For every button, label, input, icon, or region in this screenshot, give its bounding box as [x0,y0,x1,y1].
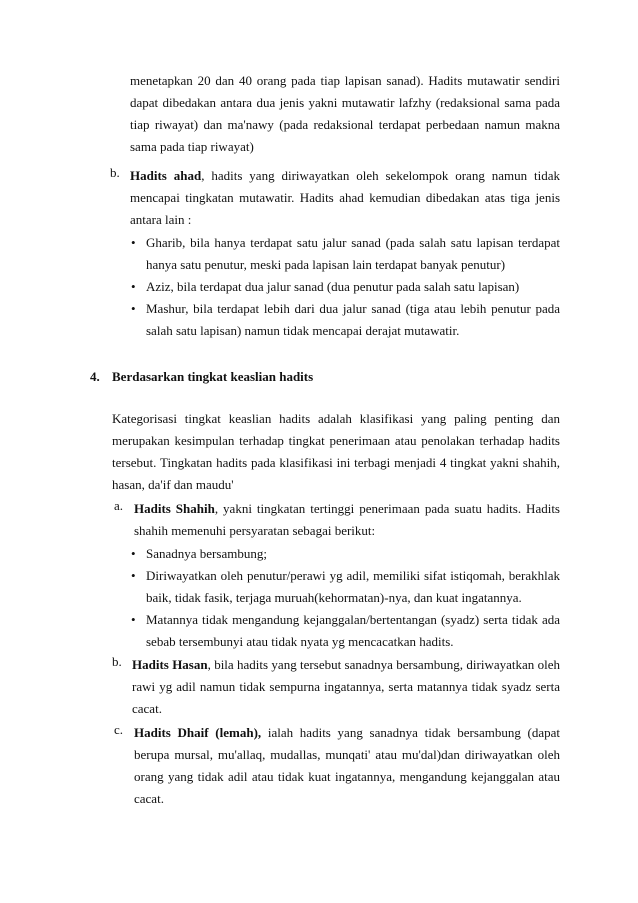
item-body [130,165,560,231]
item-body [134,498,560,542]
section-title: Berdasarkan tingkat keaslian hadits [112,369,314,384]
item-label: b. [110,165,120,180]
item-term: Hadits ahad [130,168,202,183]
item-hadits-ahad [110,165,560,231]
bullet-icon: • [131,279,136,294]
continuation-text: menetapkan 20 dan 40 orang pada tiap lapisan sanad). Hadits mutawatir sendiri dapat dibedakan antara dua jenis yakni mutawatir lafzhy (redaksional sama pada tiap riwayat) dan ma'nawy (pada redaksional terdapat perbedaan namun makna sama pada tiap riwayat) [130,73,560,154]
intro-text: Kategorisasi tingkat keaslian hadits adalah klasifikasi yang paling penting dan merupakan kesimpulan terhadap tingkat penerimaan atau penolakan terhadap hadits tersebut. Tingkatan hadits pada klasifikasi ini terbagi menjadi 4 tingkat yakni shahih, hasan, da'if dan maudu' [112,411,560,492]
ahad-bullet-list [130,232,560,342]
list-item-text: Matannya tidak mengandung kejanggalan/bertentangan (syadz) serta tidak ada sebab tersembunyi atau tidak nyata yg mencacatkan hadits. [146,612,560,649]
list-item [130,565,560,609]
section-heading [90,366,313,388]
item-hadits-hasan [112,654,560,720]
list-item-text: Sanadnya bersambung; [146,546,267,561]
item-term: Hadits Dhaif (lemah), [134,725,262,740]
list-item [130,298,560,342]
item-text: , hadits yang diriwayatkan oleh sekelompok orang namun tidak mencapai tingkatan mutawatir. Hadits ahad kemudian dibedakan atas tiga jenis antara lain : [130,168,560,227]
item-text: ialah hadits yang sanadnya tidak bersambung (dapat berupa mursal, mu'allaq, mudallas, munqati' atau mu'dal)dan diriwayatkan oleh orang yang tidak adil atau tidak kuat ingatannya, mengandung kejanggalan atau cacat. [134,725,560,806]
bullet-icon: • [131,568,136,583]
item-text: , bila hadits yang tersebut sanadnya bersambung, diriwayatkan oleh rawi yg adil namun tidak sempurna ingatannya, serta matannya tidak syadz serta cacat. [132,657,560,716]
bullet-icon: • [131,612,136,627]
item-term: Hadits Hasan [132,657,208,672]
section-intro [112,408,560,496]
item-body [134,722,560,810]
item-label: a. [114,498,124,513]
shahih-bullet-list [130,543,560,653]
list-item-text: Mashur, bila terdapat lebih dari dua jalur sanad (tiga atau lebih penutur pada salah satu lapisan) namun tidak mencapai derajat mutawatir. [146,301,560,338]
list-item [130,609,560,653]
item-body [132,654,560,720]
list-item-text: Gharib, bila hanya terdapat satu jalur sanad (pada salah satu lapisan terdapat hanya satu penutur, meski pada lapisan lain terdapat banyak penutur) [146,235,560,272]
item-text: , yakni tingkatan tertinggi penerimaan pada suatu hadits. Hadits shahih memenuhi persyaratan sebagai berikut: [134,501,560,538]
item-hadits-dhaif [114,722,560,810]
item-hadits-shahih [114,498,560,542]
list-item [130,543,560,565]
item-label: c. [114,722,124,737]
list-item-text: Diriwayatkan oleh penutur/perawi yg adil, memiliki sifat istiqomah, berakhlak baik, tidak fasik, terjaga muruah(kehormatan)-nya, dan kuat ingatannya. [146,568,560,605]
continuation-paragraph [130,70,560,158]
list-item-text: Aziz, bila terdapat dua jalur sanad (dua penutur pada salah satu lapisan) [146,279,520,294]
list-item [130,276,560,298]
section-number: 4. [90,369,100,384]
bullet-icon: • [131,301,136,316]
bullet-icon: • [131,235,136,250]
item-term: Hadits Shahih [134,501,215,516]
item-label: b. [112,654,122,669]
list-item [130,232,560,276]
bullet-icon: • [131,546,136,561]
